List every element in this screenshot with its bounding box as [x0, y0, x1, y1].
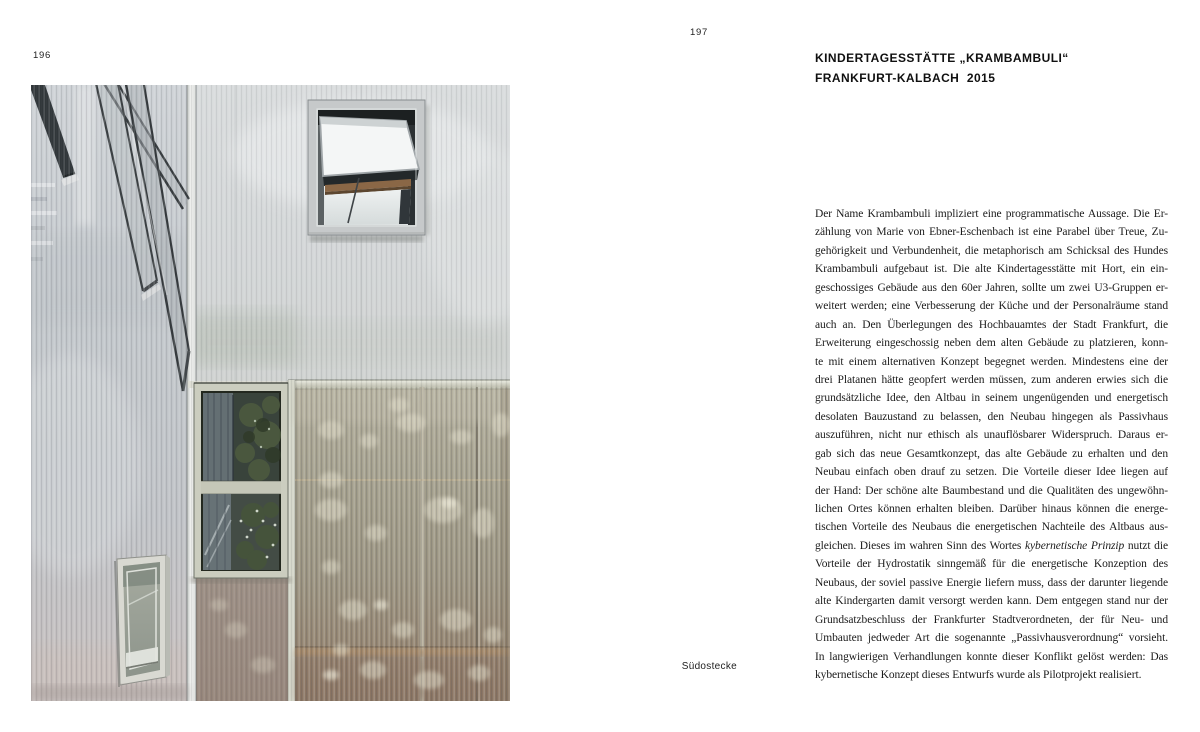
article-title	[815, 49, 1069, 88]
article-line: Krambambuli aufgebaut ist. Die alte Kindertagesstätte mit Hort, ein ein-	[815, 263, 1168, 276]
article-line: desolaten Bauzustand zu belassen, den Neubau hingegen als Passivhaus	[815, 410, 1168, 423]
article-line: lichen Ortes können erhalten bleiben. Darüber hinaus können die energe-	[815, 503, 1168, 515]
page-number-right: 197	[690, 27, 708, 38]
article-line: tischen Vorteile des Neubaus die energetischen Nachteile des Altbaus aus-	[815, 521, 1168, 534]
article-line: gab sich das neue Gesamtkonzept, das alte Gebäude zu erhalten und den	[815, 447, 1168, 460]
small-side-window	[115, 555, 170, 687]
polycarbonate-facade	[31, 85, 510, 701]
article-line: Umbauten jedweder Art die sogenannte „Passivhausverordnung“ vorsieht.	[815, 632, 1168, 645]
page-number-left: 196	[33, 50, 51, 61]
article-line: zählung von Marie von Ebner-Eschenbach ist eine Parabel über Treue, Zu-	[815, 226, 1168, 239]
article-line: gehörigkeit und Verbundenheit, die metaphorisch am Schicksal des Hundes	[815, 244, 1168, 257]
article-line: alte Kindergarten damit versorgt werden kann. Dem entgegen stand nur der	[815, 595, 1168, 608]
article-line: Neubaus, der soviel passive Energie liefern muss, dass der darunter liegende	[815, 576, 1168, 589]
tree-reflection-window	[191, 383, 291, 583]
article-line: gleichen. Dieses im wahren Sinn des Wortes kybernetische Prinzip nutzt die	[815, 539, 1168, 552]
article-line: Grundsatzbeschluss der Frankfurter Stadtverordneten, der für Neu- und	[815, 613, 1168, 626]
article-title-line2: FRANKFURT-KALBACH 2015	[815, 70, 996, 85]
article-line: In langwierigen Verhandlungen konnte dieser Konflikt gelöst werden: Das	[815, 650, 1168, 663]
article-line: drei Platanen hätte geopfert werden müssen, zum anderen erwies sich die	[815, 373, 1168, 386]
article-line: auch an. Den Überlegungen des Hochbauamtes der Stadt Frankfurt, die	[815, 318, 1168, 331]
article-line: grundsätzliche Idee, den Altbau in seinem ungenügenden und energetisch	[815, 392, 1168, 405]
article-line: geschossiges Gebäude aus den 60er Jahren, sollte um zwei U3-Gruppen er-	[815, 281, 1168, 294]
facade-photo	[31, 85, 510, 701]
article-line: Der Name Krambambuli impliziert eine programmatische Aussage. Die Er-	[815, 208, 1168, 220]
article-line: Neubau einfach oben drauf zu setzen. Die Vorteile dieser Idee liegen auf	[815, 466, 1168, 479]
article-line: Erweiterung eingeschossig neben dem alten Gebäude zu platzieren, konn-	[815, 337, 1168, 350]
article-line: der Hand: Der schöne alte Baumbestand und die Qualitäten des ungewöhn-	[815, 484, 1168, 497]
article-line: auszuführen, nicht nur ethisch als unauflösbarer Widerspruch. Daraus er-	[815, 429, 1168, 442]
photo-caption: Südostecke	[681, 661, 737, 672]
article-line: weitert werden; eine Verbesserung der Küche und der Personalräume stand	[815, 300, 1168, 313]
article-line: te mit einem alternativen Konzept begegnet werden. Mindestens eine der	[815, 355, 1168, 368]
article-body	[815, 205, 1168, 684]
article-title-line1: KINDERTAGESSTÄTTE „KRAMBAMBULI“	[815, 51, 1069, 65]
article-line: Vorteile der Hydrostatik sinngemäß für die energetische Konzeption des	[815, 558, 1168, 571]
article-line: kybernetische Konzept dieses Entwurfs wurde als Pilotprojekt realisiert.	[815, 668, 1142, 681]
open-awning-window	[308, 100, 430, 242]
